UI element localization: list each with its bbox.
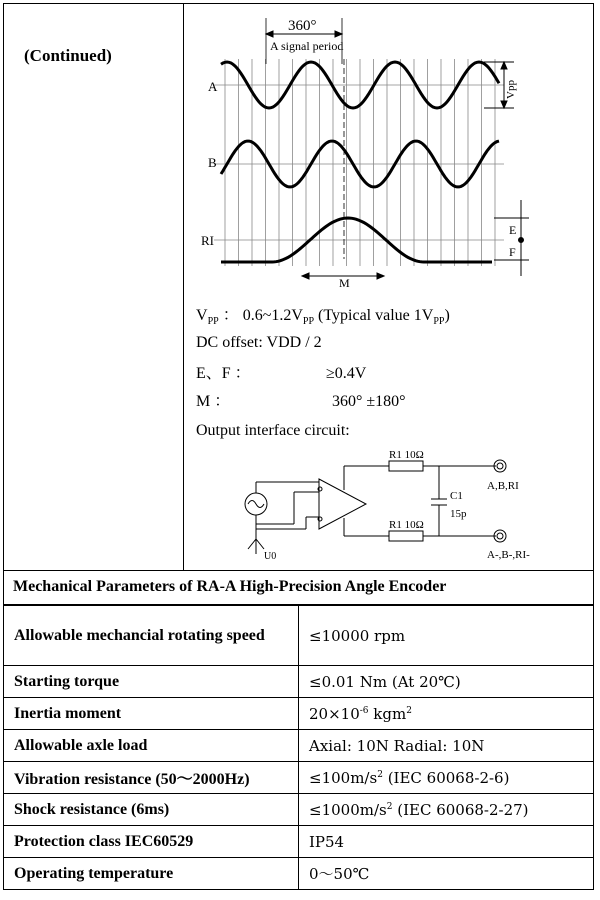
signal-a-label: A (208, 79, 218, 94)
r1-bottom-label: R1 10Ω (389, 519, 424, 531)
param-value-std: (IEC 60068-2-27) (392, 800, 529, 819)
param-key: Starting torque (4, 666, 299, 698)
resistor-r1-bottom-icon (389, 531, 423, 541)
param-value-sup: 2 (386, 801, 393, 812)
signal-b-label: B (208, 155, 217, 170)
ef-value: ≥0.4V (326, 365, 367, 382)
signal-spec-row (3, 3, 594, 571)
circuit-caption: Output interface circuit: (196, 422, 350, 439)
spec-dc-offset: DC offset: VDD / 2 (196, 334, 322, 351)
resistor-r1-top-icon (389, 461, 423, 471)
mechanical-params-table (3, 605, 594, 890)
vpp-label-sub: PP (207, 316, 219, 328)
param-value (299, 698, 594, 730)
vpp-typical: (Typical value 1V (314, 307, 434, 324)
param-key: Vibration resistance (50～2000Hz) (4, 762, 299, 794)
section-title-row (3, 570, 594, 605)
param-value: 0～50℃ (299, 858, 594, 890)
table-row (4, 698, 594, 730)
param-value: IP54 (299, 826, 594, 858)
waveform-diagram (184, 4, 593, 299)
signal-ri-label: RI (201, 233, 214, 248)
period-angle-label: 360° (288, 18, 317, 34)
table-row (4, 606, 594, 666)
vpp-value: 0.6~1.2V (242, 307, 303, 324)
u0-label: U0 (264, 551, 277, 562)
c1-value-label: 15p (450, 508, 467, 520)
param-value-unit: kgm (368, 704, 407, 723)
output-pos-label: A,B,RI (487, 480, 519, 492)
table-row (4, 858, 594, 890)
output-circuit-diagram (184, 444, 593, 564)
param-value (299, 794, 594, 826)
r1-top-label: R1 10Ω (389, 449, 424, 461)
param-key: Protection class IEC60529 (4, 826, 299, 858)
vpp-colon: ： (222, 307, 239, 324)
c1-label: C1 (450, 490, 463, 502)
table-row (4, 794, 594, 826)
ef-label: E、F ： (196, 365, 251, 382)
output-neg-label: A-,B-,RI- (487, 549, 530, 561)
param-key: Operating temperature (4, 858, 299, 890)
vpp-label: V (196, 307, 208, 324)
m-tag: M (339, 276, 350, 290)
param-key: Allowable axle load (4, 730, 299, 762)
param-value-main: 20×10 (309, 704, 360, 723)
param-value-main: ≤1000m/s (309, 800, 387, 819)
f-tag: F (509, 245, 516, 259)
section-title: Mechanical Parameters of RA-A High-Precision Angle Encoder (13, 578, 447, 595)
amplifier-icon (319, 479, 366, 529)
ef-dimension (494, 200, 529, 276)
e-tag: E (509, 223, 517, 237)
param-value (299, 762, 594, 794)
table-row (4, 730, 594, 762)
vpp-close: ) (444, 307, 450, 324)
period-caption: A signal period (270, 39, 344, 53)
m-value: 360° ±180° (332, 393, 406, 410)
param-value-sup2: 2 (406, 705, 412, 716)
m-label: M ： (196, 393, 231, 410)
vpp-typical-sub: PP (433, 316, 445, 328)
table-row (4, 666, 594, 698)
spec-m (196, 388, 406, 411)
continued-label: (Continued) (24, 46, 112, 65)
param-value-sup: 2 (377, 769, 383, 780)
table-row (4, 762, 594, 794)
param-value-std: (IEC 60068-2-6) (382, 768, 510, 787)
param-value-main: ≤100m/s (309, 768, 378, 787)
vpp-value-sub: PP (302, 316, 315, 328)
param-value: ≤0.01 Nm (At 20℃) (299, 666, 594, 698)
waveform-grid (214, 59, 504, 266)
param-key: Allowable mechancial rotating speed (4, 606, 299, 666)
param-value: Axial: 10N Radial: 10N (299, 730, 594, 762)
table-row (4, 826, 594, 858)
param-key: Shock resistance (6ms) (4, 794, 299, 826)
param-value: ≤10000 rpm (299, 606, 594, 666)
param-key: Inertia moment (4, 698, 299, 730)
param-value-sup: -6 (359, 705, 369, 716)
vpp-tag: Vpp (505, 80, 517, 99)
spec-ef (196, 360, 366, 383)
signal-spec-cell (184, 4, 593, 570)
spec-sheet (3, 3, 594, 896)
spec-vpp (196, 302, 450, 327)
